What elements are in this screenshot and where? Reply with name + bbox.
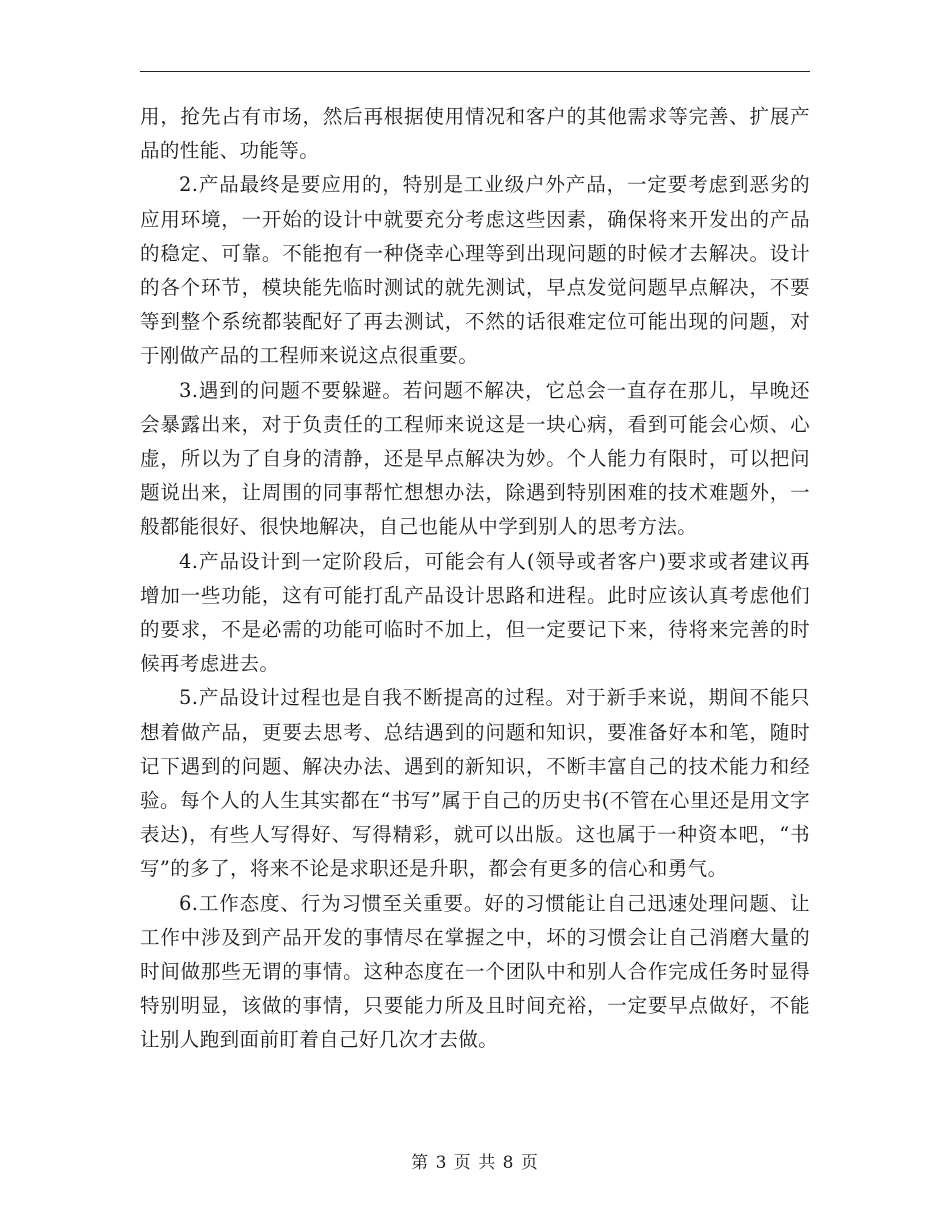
page-number-footer: 第 3 页 共 8 页 [411, 1153, 539, 1173]
paragraph-item-4: 4.产品设计到一定阶段后，可能会有人(领导或者客户)要求或者建议再增加一些功能，这有可能打乱产品设计思路和进程。此时应该认真考虑他们的要求，不是必需的功能可临时不加上，但一定要记下来，待将来完善的时候再考虑进去。 [140, 549, 810, 676]
paragraph-item-6: 6.工作态度、行为习惯至关重要。好的习惯能让自己迅速处理问题、让工作中涉及到产品开发的事情尽在掌握之中，坏的习惯会让自己消磨大量的时间做那些无谓的事情。这种态度在一个团队中和别人合作完成任务时显得特别明显，该做的事情，只要能力所及且时间充裕，一定要早点做好，不能让别人跑到面前盯着自己好几次才去做。 [140, 891, 810, 1052]
paragraph-item-5: 5.产品设计过程也是自我不断提高的过程。对于新手来说，期间不能只想着做产品，更要去思考、总结遇到的问题和知识，要准备好本和笔，随时记下遇到的问题、解决办法、遇到的新知识，不断丰富自己的技术能力和经验。每个人的人生其实都在“书写”属于自己的历史书(不管在心里还是用文字表达)，有些人写得好、写得精彩，就可以出版。这也属于一种资本吧，“书写”的多了，将来不论是求职还是升职，都会有更多的信心和勇气。 [140, 686, 810, 881]
body-text [140, 100, 810, 1058]
paragraph-item-3: 3.遇到的问题不要躲避。若问题不解决，它总会一直存在那儿，早晚还会暴露出来，对于负责任的工程师来说这是一块心病，看到可能会心烦、心虚，所以为了自身的清静，还是早点解决为妙。个人能力有限时，可以把问题说出来，让周围的同事帮忙想想办法，除遇到特别困难的技术难题外，一般都能很好、很快地解决，自己也能从中学到别人的思考方法。 [140, 378, 810, 539]
header-rule [140, 71, 810, 72]
paragraph-item-2: 2.产品最终是要应用的，特别是工业级户外产品，一定要考虑到恶劣的应用环境，一开始的设计中就要充分考虑这些因素，确保将来开发出的产品的稳定、可靠。不能抱有一种侥幸心理等到出现问题的时候才去解决。设计的各个环节，模块能先临时测试的就先测试，早点发觉问题早点解决，不要等到整个系统都装配好了再去测试，不然的话很难定位可能出现的问题，对于刚做产品的工程师来说这点很重要。 [140, 173, 810, 368]
paragraph-continuation: 用，抢先占有市场，然后再根据使用情况和客户的其他需求等完善、扩展产品的性能、功能等。 [140, 105, 810, 163]
